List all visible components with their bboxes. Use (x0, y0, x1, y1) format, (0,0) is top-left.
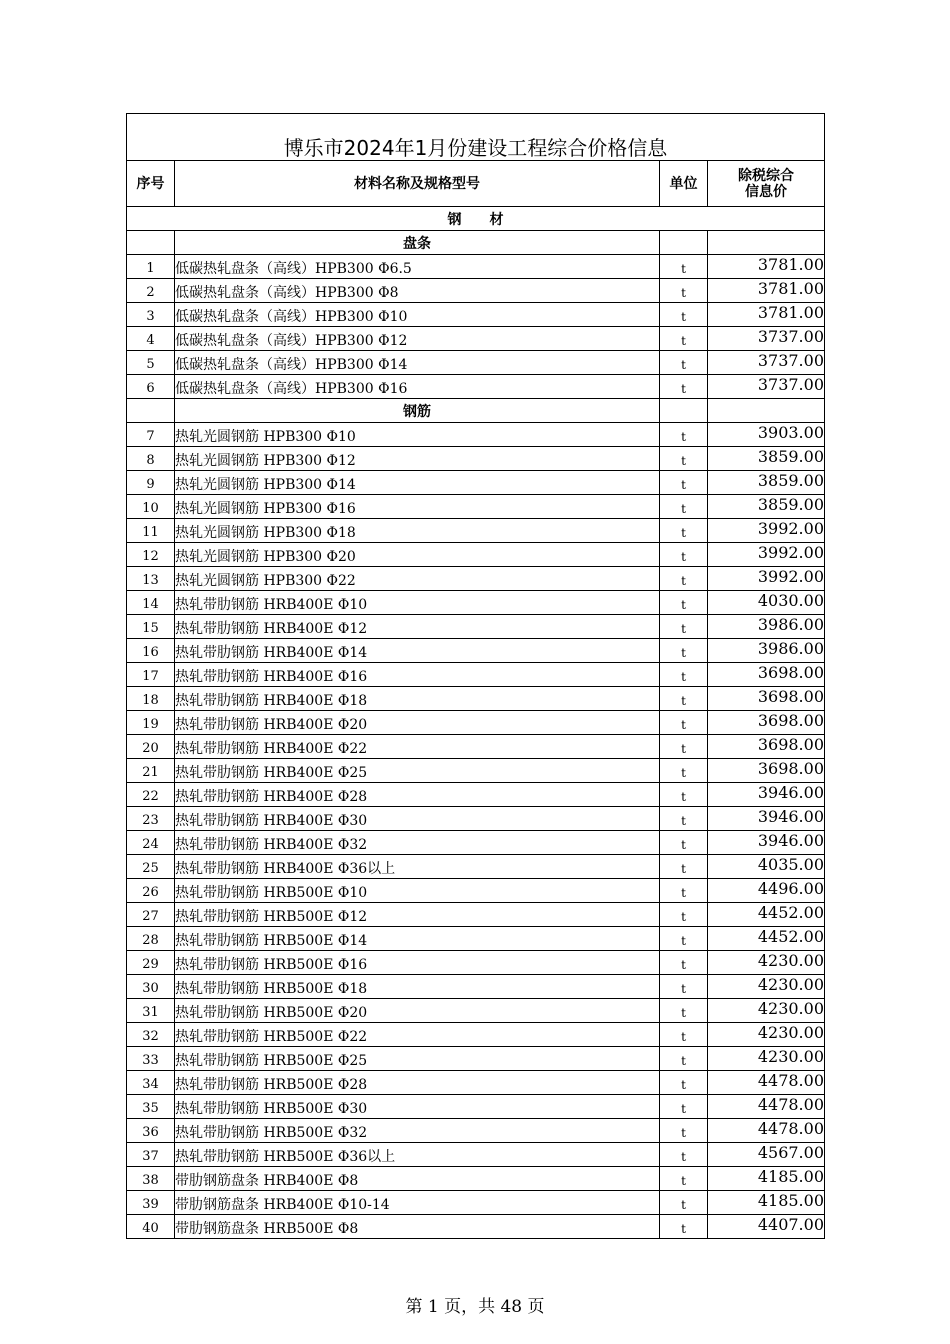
table-row (127, 1215, 825, 1239)
item-name: 低碳热轧盘条（高线）HPB300 Φ6.5 (175, 255, 660, 279)
item-name: 低碳热轧盘条（高线）HPB300 Φ10 (175, 303, 660, 327)
item-name: 带肋钢筋盘条 HRB500E Φ8 (175, 1215, 660, 1239)
item-unit: t (660, 591, 708, 615)
table-row (127, 711, 825, 735)
item-unit: t (660, 471, 708, 495)
item-number: 23 (127, 807, 175, 831)
item-number: 39 (127, 1191, 175, 1215)
item-number: 32 (127, 1023, 175, 1047)
item-unit: t (660, 951, 708, 975)
item-unit: t (660, 495, 708, 519)
item-unit: t (660, 519, 708, 543)
item-price: 4030.00 (708, 591, 825, 615)
item-number: 13 (127, 567, 175, 591)
table-row (127, 447, 825, 471)
item-number: 19 (127, 711, 175, 735)
item-price: 3737.00 (708, 327, 825, 351)
item-number: 35 (127, 1095, 175, 1119)
item-number: 15 (127, 615, 175, 639)
price-table (126, 113, 825, 1239)
item-unit: t (660, 375, 708, 399)
item-price: 3698.00 (708, 735, 825, 759)
item-name: 低碳热轧盘条（高线）HPB300 Φ12 (175, 327, 660, 351)
header-no: 序号 (127, 161, 175, 207)
item-unit: t (660, 927, 708, 951)
item-number: 20 (127, 735, 175, 759)
item-unit: t (660, 1023, 708, 1047)
item-price: 3946.00 (708, 831, 825, 855)
item-price: 4185.00 (708, 1191, 825, 1215)
item-number: 28 (127, 927, 175, 951)
table-row (127, 327, 825, 351)
item-number: 40 (127, 1215, 175, 1239)
table-row (127, 927, 825, 951)
item-name: 热轧带肋钢筋 HRB400E Φ25 (175, 759, 660, 783)
item-number: 18 (127, 687, 175, 711)
item-unit: t (660, 735, 708, 759)
item-price: 3986.00 (708, 639, 825, 663)
section-label: 钢 材 (127, 207, 825, 231)
item-price: 3903.00 (708, 423, 825, 447)
item-name: 热轧光圆钢筋 HPB300 Φ20 (175, 543, 660, 567)
item-number: 21 (127, 759, 175, 783)
table-row (127, 855, 825, 879)
table-row (127, 423, 825, 447)
item-name: 热轧带肋钢筋 HRB500E Φ25 (175, 1047, 660, 1071)
item-number: 22 (127, 783, 175, 807)
item-number: 5 (127, 351, 175, 375)
item-name: 热轧带肋钢筋 HRB400E Φ18 (175, 687, 660, 711)
item-number: 2 (127, 279, 175, 303)
item-unit: t (660, 303, 708, 327)
group-label: 钢筋 (175, 399, 660, 423)
header-price-line2: 信息价 (745, 183, 787, 200)
item-unit: t (660, 423, 708, 447)
table-row (127, 807, 825, 831)
item-number: 24 (127, 831, 175, 855)
item-price: 4185.00 (708, 1167, 825, 1191)
item-price: 3737.00 (708, 351, 825, 375)
item-price: 4230.00 (708, 975, 825, 999)
item-name: 热轧带肋钢筋 HRB400E Φ32 (175, 831, 660, 855)
item-price: 4478.00 (708, 1095, 825, 1119)
table-row (127, 951, 825, 975)
section-row (127, 207, 825, 231)
item-unit: t (660, 879, 708, 903)
item-price: 4230.00 (708, 1023, 825, 1047)
group-price-cell (708, 231, 825, 255)
table-row (127, 1167, 825, 1191)
table-row (127, 375, 825, 399)
item-unit: t (660, 1095, 708, 1119)
item-name: 热轧光圆钢筋 HPB300 Φ12 (175, 447, 660, 471)
item-price: 4567.00 (708, 1143, 825, 1167)
item-price: 3946.00 (708, 807, 825, 831)
item-name: 热轧带肋钢筋 HRB500E Φ10 (175, 879, 660, 903)
item-name: 热轧带肋钢筋 HRB400E Φ20 (175, 711, 660, 735)
item-unit: t (660, 447, 708, 471)
item-number: 34 (127, 1071, 175, 1095)
header-unit: 单位 (660, 161, 708, 207)
item-name: 低碳热轧盘条（高线）HPB300 Φ8 (175, 279, 660, 303)
item-name: 热轧带肋钢筋 HRB400E Φ36以上 (175, 855, 660, 879)
table-row (127, 687, 825, 711)
item-unit: t (660, 687, 708, 711)
table-row (127, 1191, 825, 1215)
item-name: 热轧光圆钢筋 HPB300 Φ16 (175, 495, 660, 519)
group-label: 盘条 (175, 231, 660, 255)
item-name: 热轧带肋钢筋 HRB400E Φ28 (175, 783, 660, 807)
table-row (127, 975, 825, 999)
item-name: 热轧带肋钢筋 HRB500E Φ12 (175, 903, 660, 927)
item-number: 3 (127, 303, 175, 327)
table-row (127, 639, 825, 663)
item-number: 1 (127, 255, 175, 279)
document-title: 博乐市2024年1月份建设工程综合价格信息 (127, 114, 825, 161)
table-row (127, 999, 825, 1023)
item-unit: t (660, 1191, 708, 1215)
page-footer: 第 1 页，共 48 页 (405, 1297, 545, 1317)
item-price: 3946.00 (708, 783, 825, 807)
group-unit-cell (660, 399, 708, 423)
item-price: 3698.00 (708, 711, 825, 735)
item-unit: t (660, 831, 708, 855)
item-unit: t (660, 759, 708, 783)
item-number: 11 (127, 519, 175, 543)
item-name: 热轧带肋钢筋 HRB500E Φ32 (175, 1119, 660, 1143)
item-name: 热轧带肋钢筋 HRB500E Φ14 (175, 927, 660, 951)
item-price: 4035.00 (708, 855, 825, 879)
item-number: 6 (127, 375, 175, 399)
table-row (127, 663, 825, 687)
item-price: 4230.00 (708, 999, 825, 1023)
group-header-row (127, 399, 825, 423)
item-unit: t (660, 543, 708, 567)
item-unit: t (660, 855, 708, 879)
item-price: 3859.00 (708, 447, 825, 471)
item-price: 3992.00 (708, 543, 825, 567)
item-name: 热轧带肋钢筋 HRB400E Φ10 (175, 591, 660, 615)
header-name: 材料名称及规格型号 (175, 161, 660, 207)
item-unit: t (660, 351, 708, 375)
table-row (127, 303, 825, 327)
item-unit: t (660, 1143, 708, 1167)
item-name: 热轧带肋钢筋 HRB500E Φ36以上 (175, 1143, 660, 1167)
table-row (127, 255, 825, 279)
item-name: 热轧光圆钢筋 HPB300 Φ22 (175, 567, 660, 591)
item-price: 3986.00 (708, 615, 825, 639)
table-row (127, 1143, 825, 1167)
item-name: 热轧带肋钢筋 HRB500E Φ16 (175, 951, 660, 975)
group-unit-cell (660, 231, 708, 255)
item-price: 4478.00 (708, 1119, 825, 1143)
item-number: 7 (127, 423, 175, 447)
item-unit: t (660, 1071, 708, 1095)
item-price: 3859.00 (708, 471, 825, 495)
item-name: 热轧带肋钢筋 HRB400E Φ22 (175, 735, 660, 759)
item-unit: t (660, 807, 708, 831)
item-name: 热轧光圆钢筋 HPB300 Φ14 (175, 471, 660, 495)
table-row (127, 1071, 825, 1095)
item-name: 热轧带肋钢筋 HRB500E Φ22 (175, 1023, 660, 1047)
item-number: 8 (127, 447, 175, 471)
item-unit: t (660, 1047, 708, 1071)
item-price: 3698.00 (708, 663, 825, 687)
header-price (708, 161, 825, 207)
item-number: 30 (127, 975, 175, 999)
item-price: 4230.00 (708, 951, 825, 975)
table-row (127, 783, 825, 807)
item-price: 3781.00 (708, 279, 825, 303)
item-price: 3737.00 (708, 375, 825, 399)
item-number: 29 (127, 951, 175, 975)
table-row (127, 351, 825, 375)
table-row (127, 279, 825, 303)
item-number: 12 (127, 543, 175, 567)
item-price: 4407.00 (708, 1215, 825, 1239)
item-unit: t (660, 1215, 708, 1239)
item-name: 热轧带肋钢筋 HRB400E Φ30 (175, 807, 660, 831)
item-number: 10 (127, 495, 175, 519)
item-number: 31 (127, 999, 175, 1023)
item-name: 热轧光圆钢筋 HPB300 Φ10 (175, 423, 660, 447)
item-number: 25 (127, 855, 175, 879)
item-name: 热轧带肋钢筋 HRB400E Φ12 (175, 615, 660, 639)
item-name: 热轧带肋钢筋 HRB400E Φ14 (175, 639, 660, 663)
table-row (127, 1023, 825, 1047)
item-unit: t (660, 903, 708, 927)
title-row (127, 114, 825, 161)
item-unit: t (660, 279, 708, 303)
item-name: 低碳热轧盘条（高线）HPB300 Φ14 (175, 351, 660, 375)
item-price: 3698.00 (708, 759, 825, 783)
item-price: 3781.00 (708, 303, 825, 327)
item-unit: t (660, 615, 708, 639)
table-row (127, 759, 825, 783)
table-row (127, 735, 825, 759)
table-row (127, 615, 825, 639)
table-row (127, 519, 825, 543)
item-unit: t (660, 1167, 708, 1191)
item-number: 26 (127, 879, 175, 903)
item-name: 热轧带肋钢筋 HRB500E Φ30 (175, 1095, 660, 1119)
item-name: 热轧带肋钢筋 HRB500E Φ28 (175, 1071, 660, 1095)
item-price: 4452.00 (708, 903, 825, 927)
item-unit: t (660, 711, 708, 735)
table-row (127, 495, 825, 519)
group-header-row (127, 231, 825, 255)
table-row (127, 879, 825, 903)
table-row (127, 831, 825, 855)
table-row (127, 1119, 825, 1143)
item-name: 热轧光圆钢筋 HPB300 Φ18 (175, 519, 660, 543)
item-name: 带肋钢筋盘条 HRB400E Φ8 (175, 1167, 660, 1191)
item-price: 4478.00 (708, 1071, 825, 1095)
table-row (127, 567, 825, 591)
item-name: 低碳热轧盘条（高线）HPB300 Φ16 (175, 375, 660, 399)
header-row (127, 161, 825, 207)
item-number: 37 (127, 1143, 175, 1167)
item-number: 9 (127, 471, 175, 495)
table-row (127, 1047, 825, 1071)
group-no-cell (127, 231, 175, 255)
item-price: 4496.00 (708, 879, 825, 903)
item-unit: t (660, 255, 708, 279)
item-price: 4452.00 (708, 927, 825, 951)
item-price: 3859.00 (708, 495, 825, 519)
item-number: 14 (127, 591, 175, 615)
item-price: 3698.00 (708, 687, 825, 711)
item-number: 38 (127, 1167, 175, 1191)
item-unit: t (660, 327, 708, 351)
item-price: 4230.00 (708, 1047, 825, 1071)
item-unit: t (660, 663, 708, 687)
item-price: 3992.00 (708, 519, 825, 543)
table-row (127, 471, 825, 495)
item-unit: t (660, 1119, 708, 1143)
item-number: 36 (127, 1119, 175, 1143)
table-row (127, 903, 825, 927)
item-number: 4 (127, 327, 175, 351)
item-unit: t (660, 999, 708, 1023)
item-number: 17 (127, 663, 175, 687)
item-price: 3992.00 (708, 567, 825, 591)
table-row (127, 543, 825, 567)
item-number: 16 (127, 639, 175, 663)
item-unit: t (660, 975, 708, 999)
item-unit: t (660, 639, 708, 663)
group-no-cell (127, 399, 175, 423)
table-row (127, 1095, 825, 1119)
item-name: 带肋钢筋盘条 HRB400E Φ10-14 (175, 1191, 660, 1215)
item-number: 27 (127, 903, 175, 927)
group-price-cell (708, 399, 825, 423)
table-row (127, 591, 825, 615)
item-price: 3781.00 (708, 255, 825, 279)
item-name: 热轧带肋钢筋 HRB500E Φ18 (175, 975, 660, 999)
item-unit: t (660, 783, 708, 807)
item-number: 33 (127, 1047, 175, 1071)
item-name: 热轧带肋钢筋 HRB500E Φ20 (175, 999, 660, 1023)
header-price-line1: 除税综合 (738, 167, 794, 184)
item-name: 热轧带肋钢筋 HRB400E Φ16 (175, 663, 660, 687)
item-unit: t (660, 567, 708, 591)
